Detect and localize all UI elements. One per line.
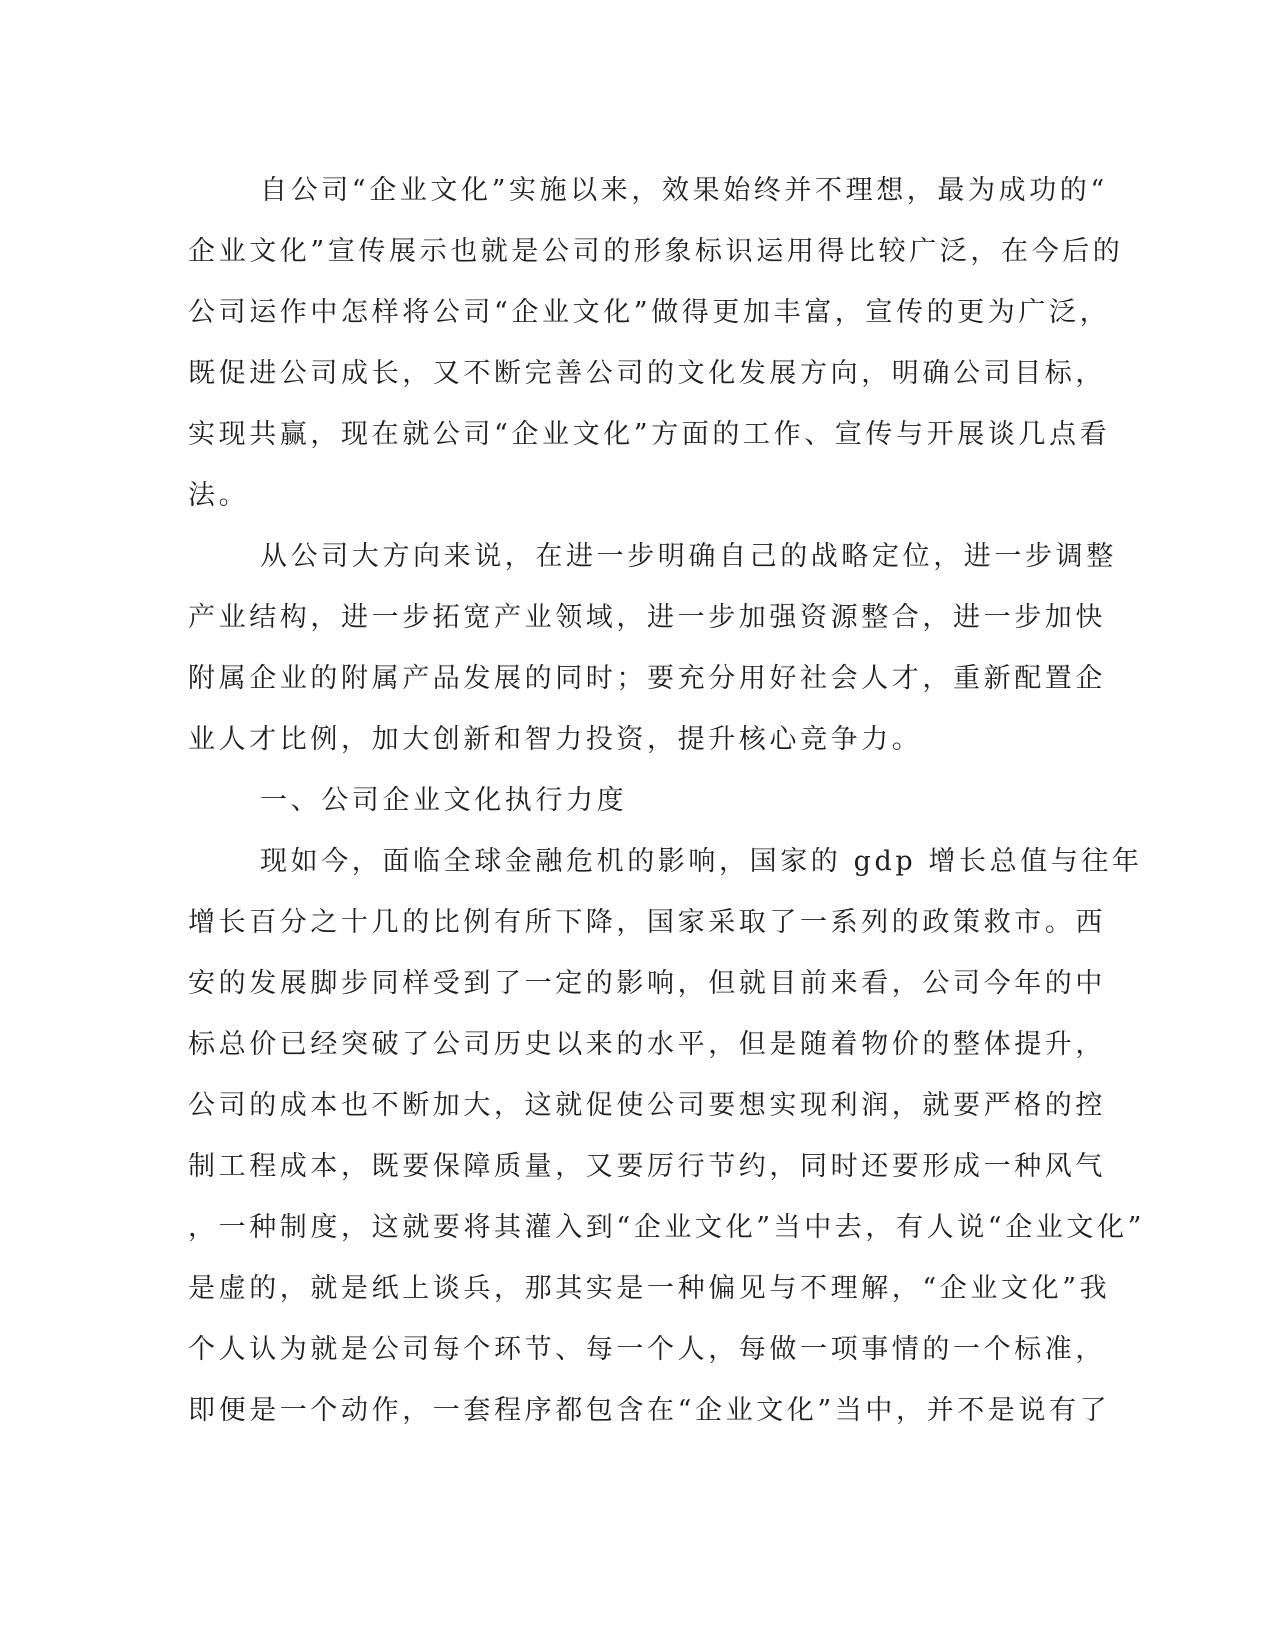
paragraph-2-line-2: 产业结构，进一步拓宽产业领域，进一步加强资源整合，进一步加快 [188,602,1106,633]
paragraph-1-line-5: 实现共赢，现在就公司“企业文化”方面的工作、宣传与开展谈几点看 [188,419,1111,450]
paragraph-2-line-1: 从公司大方向来说，在进一步明确自己的战略定位，进一步调整 [260,541,1117,572]
paragraph-1-line-4: 既促进公司成长，又不断完善公司的文化发展方向，明确公司目标， [188,358,1106,389]
paragraph-3-line-10: 即便是一个动作，一套程序都包含在“企业文化”当中，并不是说有了 [188,1395,1111,1426]
paragraph-2-line-4: 业人才比例，加大创新和智力投资，提升核心竞争力。 [188,724,923,755]
paragraph-3-line-5: 公司的成本也不断加大，这就促使公司要想实现利润，就要严格的控 [188,1090,1106,1121]
paragraph-2-line-3: 附属企业的附属产品发展的同时；要充分用好社会人才，重新配置企 [188,663,1106,694]
paragraph-3-line-1: 现如今，面临全球金融危机的影响，国家的 gdp 增长总值与往年 [260,846,1143,877]
paragraph-3-line-4: 标总价已经突破了公司历史以来的水平，但是随着物价的整体提升， [188,1029,1106,1060]
paragraph-3-line-2: 增长百分之十几的比例有所下降，国家采取了一系列的政策救市。西 [188,907,1106,938]
paragraph-1-line-1: 自公司“企业文化”实施以来，效果始终并不理想，最为成功的“ [260,175,1108,206]
paragraph-3-line-3: 安的发展脚步同样受到了一定的影响，但就目前来看，公司今年的中 [188,968,1106,999]
document-body [188,160,1146,1441]
paragraph-1-line-6: 法。 [188,480,250,511]
section-heading: 一、公司企业文化执行力度 [260,785,628,816]
paragraph-3-line-8: 是虚的，就是纸上谈兵，那其实是一种偏见与不理解，“企业文化”我 [188,1273,1111,1304]
paragraph-1-line-3: 公司运作中怎样将公司“企业文化”做得更加丰富，宣传的更为广泛， [188,297,1111,328]
paragraph-3-line-6: 制工程成本，既要保障质量，又要厉行节约，同时还要形成一种风气 [188,1151,1106,1182]
paragraph-3-line-9: 个人认为就是公司每个环节、每一个人，每做一项事情的一个标准， [188,1334,1106,1365]
paragraph-1-line-2: 企业文化”宣传展示也就是公司的形象标识运用得比较广泛，在今后的 [188,236,1124,267]
paragraph-3-line-7: ，一种制度，这就要将其灌入到“企业文化”当中去，有人说“企业文化” [188,1212,1146,1243]
